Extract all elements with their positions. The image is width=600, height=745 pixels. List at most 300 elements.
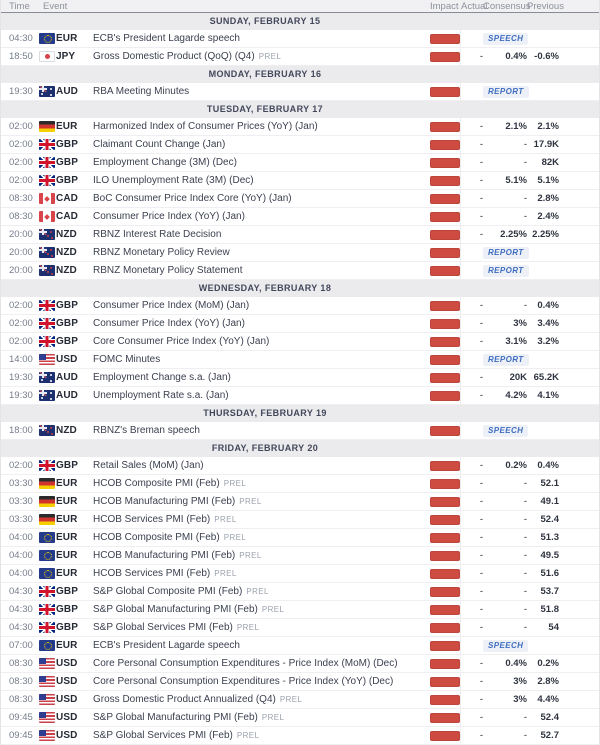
impact-cell [417, 172, 461, 189]
previous-value: 51.6 [540, 568, 559, 579]
actual-value: - [479, 193, 483, 204]
speech-badge[interactable]: SPEECH [483, 425, 528, 437]
event-name: Retail Sales (MoM) (Jan) [93, 460, 204, 471]
event-row[interactable] [1, 691, 599, 709]
impact-cell [417, 583, 461, 600]
currency-code: AUD [56, 372, 78, 383]
event-name: Claimant Count Change (Jan) [93, 139, 226, 150]
event-row[interactable] [1, 244, 599, 262]
impact-cell [417, 333, 461, 350]
consensus-value: 3.1% [505, 336, 527, 347]
uk-flag-icon [39, 622, 55, 633]
event-name: HCOB Manufacturing PMI (Feb) PREL [93, 550, 262, 561]
event-row[interactable] [1, 333, 599, 351]
consensus-value: - [523, 604, 527, 615]
event-row[interactable] [1, 493, 599, 511]
flag-cell [39, 193, 56, 204]
impact-cell [417, 208, 461, 225]
column-header-consensus: Consensus [483, 0, 531, 12]
flag-cell [39, 532, 56, 543]
flag-cell [39, 139, 56, 150]
event-time: 19:30 [9, 372, 33, 383]
event-time: 08:30 [9, 676, 33, 687]
impact-bar [430, 319, 460, 329]
previous-value: 52.4 [540, 514, 559, 525]
event-name: ECB's President Lagarde speech [93, 640, 240, 651]
flag-cell [39, 496, 56, 507]
impact-cell [417, 118, 461, 135]
impact-bar [430, 34, 460, 44]
previous-value: 54 [548, 622, 559, 633]
event-time: 02:00 [9, 139, 33, 150]
impact-cell [417, 297, 461, 314]
event-row[interactable] [1, 583, 599, 601]
impact-bar [430, 695, 460, 705]
event-time: 04:30 [9, 586, 33, 597]
column-header-time: Time [9, 0, 30, 12]
consensus-value: - [523, 514, 527, 525]
column-header-row [1, 0, 599, 13]
currency-code: CAD [56, 211, 78, 222]
previous-value: 2.1% [537, 121, 559, 132]
consensus-value: 0.4% [505, 658, 527, 669]
report-badge[interactable]: REPORT [483, 265, 529, 277]
event-row[interactable] [1, 457, 599, 475]
currency-code: AUD [56, 390, 78, 401]
consensus-value: - [523, 622, 527, 633]
prel-label: PREL [261, 605, 285, 614]
event-row[interactable] [1, 190, 599, 208]
event-name: S&P Global Composite PMI (Feb) PREL [93, 586, 269, 597]
event-time: 09:45 [9, 730, 33, 741]
previous-value: 3.4% [537, 318, 559, 329]
event-name: HCOB Services PMI (Feb) PREL [93, 568, 237, 579]
consensus-value: - [523, 478, 527, 489]
consensus-value [483, 33, 527, 45]
event-row[interactable] [1, 511, 599, 529]
actual-value: - [479, 550, 483, 561]
us-flag-icon [39, 354, 55, 365]
australia-flag-icon [39, 86, 55, 97]
impact-bar [430, 426, 460, 436]
previous-value: 52.1 [540, 478, 559, 489]
prel-label: PREL [261, 713, 285, 722]
flag-cell [39, 121, 56, 132]
prel-label: PREL [236, 731, 260, 740]
impact-cell [417, 422, 461, 439]
event-row[interactable] [1, 118, 599, 136]
prel-label: PREL [246, 587, 269, 596]
flag-cell [39, 622, 56, 633]
day-header: TUESDAY, FEBRUARY 17 [1, 101, 599, 118]
consensus-value: 2.25% [500, 229, 527, 240]
consensus-value: - [523, 496, 527, 507]
currency-code: JPY [56, 51, 76, 62]
event-row[interactable] [1, 369, 599, 387]
flag-cell [39, 676, 56, 687]
actual-value: - [479, 568, 483, 579]
germany-flag-icon [39, 478, 55, 489]
previous-value: 0.2% [537, 658, 559, 669]
impact-cell [417, 136, 461, 153]
currency-code: EUR [56, 568, 78, 579]
actual-value: - [479, 586, 483, 597]
impact-bar [430, 52, 460, 62]
event-name: BoC Consumer Price Index Core (YoY) (Jan) [93, 193, 292, 204]
flag-cell [39, 229, 56, 240]
previous-value: 52.4 [540, 712, 559, 723]
actual-value: - [479, 712, 483, 723]
impact-bar [430, 641, 460, 651]
day-header: FRIDAY, FEBRUARY 20 [1, 440, 599, 457]
impact-bar [430, 713, 460, 723]
flag-cell [39, 86, 56, 97]
currency-code: GBP [56, 604, 78, 615]
previous-value: -0.6% [534, 51, 559, 62]
currency-code: GBP [56, 175, 78, 186]
uk-flag-icon [39, 336, 55, 347]
event-row[interactable] [1, 529, 599, 547]
japan-flag-icon [39, 51, 55, 62]
flag-cell [39, 730, 56, 741]
event-time: 19:30 [9, 390, 33, 401]
event-name: S&P Global Manufacturing PMI (Feb) PREL [93, 712, 285, 723]
new-zealand-flag-icon [39, 229, 55, 240]
prel-label: PREL [279, 695, 303, 704]
uk-flag-icon [39, 157, 55, 168]
new-zealand-flag-icon [39, 247, 55, 258]
consensus-value: 3% [513, 676, 527, 687]
consensus-value [483, 247, 527, 259]
event-name: HCOB Services PMI (Feb) PREL [93, 514, 237, 525]
flag-cell [39, 157, 56, 168]
consensus-value [483, 354, 527, 366]
event-row[interactable] [1, 547, 599, 565]
event-time: 04:30 [9, 604, 33, 615]
previous-value: 49.5 [540, 550, 559, 561]
event-name: Employment Change s.a. (Jan) [93, 372, 231, 383]
previous-value: 0.4% [537, 460, 559, 471]
actual-value: - [479, 229, 483, 240]
flag-cell [39, 247, 56, 258]
impact-bar [430, 87, 460, 97]
currency-code: NZD [56, 247, 77, 258]
currency-code: GBP [56, 318, 78, 329]
actual-value: - [479, 478, 483, 489]
currency-code: USD [56, 354, 78, 365]
consensus-value: 3% [513, 694, 527, 705]
event-time: 04:00 [9, 568, 33, 579]
event-row[interactable] [1, 619, 599, 637]
speech-badge[interactable]: SPEECH [483, 640, 528, 652]
previous-value: 53.7 [540, 586, 559, 597]
previous-value: 0.4% [537, 300, 559, 311]
impact-bar [430, 479, 460, 489]
us-flag-icon [39, 730, 55, 741]
flag-cell [39, 175, 56, 186]
impact-bar [430, 677, 460, 687]
impact-cell [417, 727, 461, 744]
event-time: 04:00 [9, 532, 33, 543]
uk-flag-icon [39, 175, 55, 186]
event-name: HCOB Composite PMI (Feb) PREL [93, 478, 247, 489]
event-row[interactable] [1, 172, 599, 190]
flag-cell [39, 265, 56, 276]
currency-code: EUR [56, 478, 78, 489]
event-row[interactable] [1, 154, 599, 172]
impact-cell [417, 637, 461, 654]
event-row[interactable] [1, 565, 599, 583]
currency-code: USD [56, 658, 78, 669]
actual-value: - [479, 51, 483, 62]
impact-bar [430, 731, 460, 741]
event-time: 02:00 [9, 460, 33, 471]
currency-code: GBP [56, 157, 78, 168]
event-name: Consumer Price Index (YoY) (Jan) [93, 318, 245, 329]
actual-value: - [479, 514, 483, 525]
event-row[interactable] [1, 637, 599, 655]
prel-label: PREL [236, 623, 260, 632]
event-row[interactable] [1, 262, 599, 280]
new-zealand-flag-icon [39, 425, 55, 436]
actual-value: - [479, 604, 483, 615]
currency-code: AUD [56, 86, 78, 97]
flag-cell [39, 51, 56, 62]
germany-flag-icon [39, 496, 55, 507]
event-row[interactable] [1, 709, 599, 727]
previous-value: 2.8% [537, 193, 559, 204]
currency-code: GBP [56, 622, 78, 633]
uk-flag-icon [39, 300, 55, 311]
impact-cell [417, 315, 461, 332]
event-row[interactable] [1, 226, 599, 244]
event-row[interactable] [1, 727, 599, 745]
us-flag-icon [39, 658, 55, 669]
event-time: 03:30 [9, 496, 33, 507]
consensus-value: - [523, 211, 527, 222]
event-time: 03:30 [9, 514, 33, 525]
us-flag-icon [39, 676, 55, 687]
currency-code: EUR [56, 532, 78, 543]
previous-value: 2.25% [532, 229, 559, 240]
currency-code: CAD [56, 193, 78, 204]
event-name: RBNZ Interest Rate Decision [93, 229, 222, 240]
event-row[interactable] [1, 297, 599, 315]
flag-cell [39, 550, 56, 561]
impact-bar [430, 659, 460, 669]
prel-label: PREL [239, 551, 262, 560]
event-row[interactable] [1, 422, 599, 440]
currency-code: USD [56, 712, 78, 723]
event-name: S&P Global Manufacturing PMI (Feb) PREL [93, 604, 285, 615]
germany-flag-icon [39, 514, 55, 525]
currency-code: NZD [56, 425, 77, 436]
impact-bar [430, 248, 460, 258]
impact-cell [417, 226, 461, 243]
new-zealand-flag-icon [39, 265, 55, 276]
previous-value: 2.8% [537, 676, 559, 687]
consensus-value: 0.2% [505, 460, 527, 471]
consensus-value: - [523, 550, 527, 561]
calendar-body [1, 13, 599, 745]
event-row[interactable] [1, 136, 599, 154]
actual-value: - [479, 622, 483, 633]
event-name: RBNZ Monetary Policy Statement [93, 265, 243, 276]
actual-value: - [479, 121, 483, 132]
impact-cell [417, 709, 461, 726]
previous-value: 52.7 [540, 730, 559, 741]
previous-value: 4.4% [537, 694, 559, 705]
impact-bar [430, 212, 460, 222]
impact-bar [430, 515, 460, 525]
event-name: Employment Change (3M) (Dec) [93, 157, 237, 168]
actual-value: - [479, 175, 483, 186]
event-row[interactable] [1, 655, 599, 673]
impact-bar [430, 301, 460, 311]
impact-bar [430, 158, 460, 168]
previous-value: 82K [541, 157, 559, 168]
consensus-value: - [523, 568, 527, 579]
event-time: 02:00 [9, 157, 33, 168]
currency-code: EUR [56, 550, 78, 561]
actual-value: - [479, 730, 483, 741]
currency-code: EUR [56, 514, 78, 525]
impact-bar [430, 373, 460, 383]
impact-bar [430, 497, 460, 507]
report-badge[interactable]: REPORT [483, 247, 529, 259]
report-badge[interactable]: REPORT [483, 86, 529, 98]
event-row[interactable] [1, 601, 599, 619]
actual-value: - [479, 496, 483, 507]
flag-cell [39, 694, 56, 705]
event-row[interactable] [1, 30, 599, 48]
event-row[interactable] [1, 387, 599, 405]
day-header: WEDNESDAY, FEBRUARY 18 [1, 280, 599, 297]
impact-cell [417, 673, 461, 690]
actual-value: - [479, 676, 483, 687]
australia-flag-icon [39, 390, 55, 401]
actual-value: - [479, 658, 483, 669]
event-time: 07:00 [9, 640, 33, 651]
impact-cell [417, 601, 461, 618]
uk-flag-icon [39, 139, 55, 150]
consensus-value: - [523, 532, 527, 543]
uk-flag-icon [39, 460, 55, 471]
actual-value: - [479, 336, 483, 347]
event-name: RBNZ's Breman speech [93, 425, 200, 436]
day-header: SUNDAY, FEBRUARY 15 [1, 13, 599, 30]
consensus-value: - [523, 586, 527, 597]
germany-flag-icon [39, 121, 55, 132]
event-time: 19:30 [9, 86, 33, 97]
previous-value: 51.3 [540, 532, 559, 543]
flag-cell [39, 425, 56, 436]
event-name: Core Consumer Price Index (YoY) (Jan) [93, 336, 270, 347]
event-time: 04:30 [9, 622, 33, 633]
column-header-impact: Impact [430, 0, 459, 12]
event-name: S&P Global Services PMI (Feb) PREL [93, 622, 260, 633]
consensus-value: 2.1% [505, 121, 527, 132]
impact-cell [417, 369, 461, 386]
event-time: 02:00 [9, 300, 33, 311]
event-row[interactable] [1, 673, 599, 691]
event-time: 20:00 [9, 229, 33, 240]
event-row[interactable] [1, 83, 599, 101]
consensus-value: 5.1% [505, 175, 527, 186]
prel-label: PREL [214, 515, 237, 524]
event-time: 02:00 [9, 336, 33, 347]
flag-cell [39, 460, 56, 471]
event-row[interactable] [1, 208, 599, 226]
impact-cell [417, 565, 461, 582]
impact-cell [417, 457, 461, 474]
impact-bar [430, 605, 460, 615]
prel-label: PREL [223, 479, 247, 488]
impact-bar [430, 230, 460, 240]
consensus-value: 3% [513, 318, 527, 329]
impact-bar [430, 551, 460, 561]
flag-cell [39, 712, 56, 723]
actual-value: - [479, 372, 483, 383]
event-time: 20:00 [9, 247, 33, 258]
actual-value: - [479, 211, 483, 222]
event-name: HCOB Manufacturing PMI (Feb) PREL [93, 496, 262, 507]
currency-code: GBP [56, 300, 78, 311]
eu-flag-icon [39, 33, 55, 44]
consensus-value [483, 640, 527, 652]
currency-code: EUR [56, 33, 78, 44]
speech-badge[interactable]: SPEECH [483, 33, 528, 45]
eu-flag-icon [39, 640, 55, 651]
event-name: Consumer Price Index (MoM) (Jan) [93, 300, 250, 311]
event-row[interactable] [1, 351, 599, 369]
consensus-value: 4.2% [505, 390, 527, 401]
flag-cell [39, 33, 56, 44]
consensus-value [483, 86, 527, 98]
event-name: S&P Global Services PMI (Feb) PREL [93, 730, 260, 741]
impact-bar [430, 122, 460, 132]
event-time: 09:45 [9, 712, 33, 723]
impact-cell [417, 83, 461, 100]
previous-value: 65.2K [533, 372, 559, 383]
impact-cell [417, 30, 461, 47]
previous-value: 49.1 [540, 496, 559, 507]
consensus-value: - [523, 193, 527, 204]
event-time: 02:00 [9, 175, 33, 186]
impact-bar [430, 176, 460, 186]
event-row[interactable] [1, 475, 599, 493]
previous-value: 17.9K [533, 139, 559, 150]
event-row[interactable] [1, 48, 599, 66]
consensus-value: - [523, 139, 527, 150]
report-badge[interactable]: REPORT [483, 354, 529, 366]
us-flag-icon [39, 712, 55, 723]
previous-value: 51.8 [540, 604, 559, 615]
previous-value: 2.4% [537, 211, 559, 222]
previous-value: 3.2% [537, 336, 559, 347]
impact-cell [417, 351, 461, 368]
column-header-previous: Previous [527, 0, 564, 12]
flag-cell [39, 658, 56, 669]
event-row[interactable] [1, 315, 599, 333]
event-time: 08:30 [9, 211, 33, 222]
currency-code: GBP [56, 139, 78, 150]
currency-code: USD [56, 694, 78, 705]
impact-cell [417, 154, 461, 171]
impact-cell [417, 511, 461, 528]
impact-bar [430, 587, 460, 597]
prel-label: PREL [223, 533, 247, 542]
